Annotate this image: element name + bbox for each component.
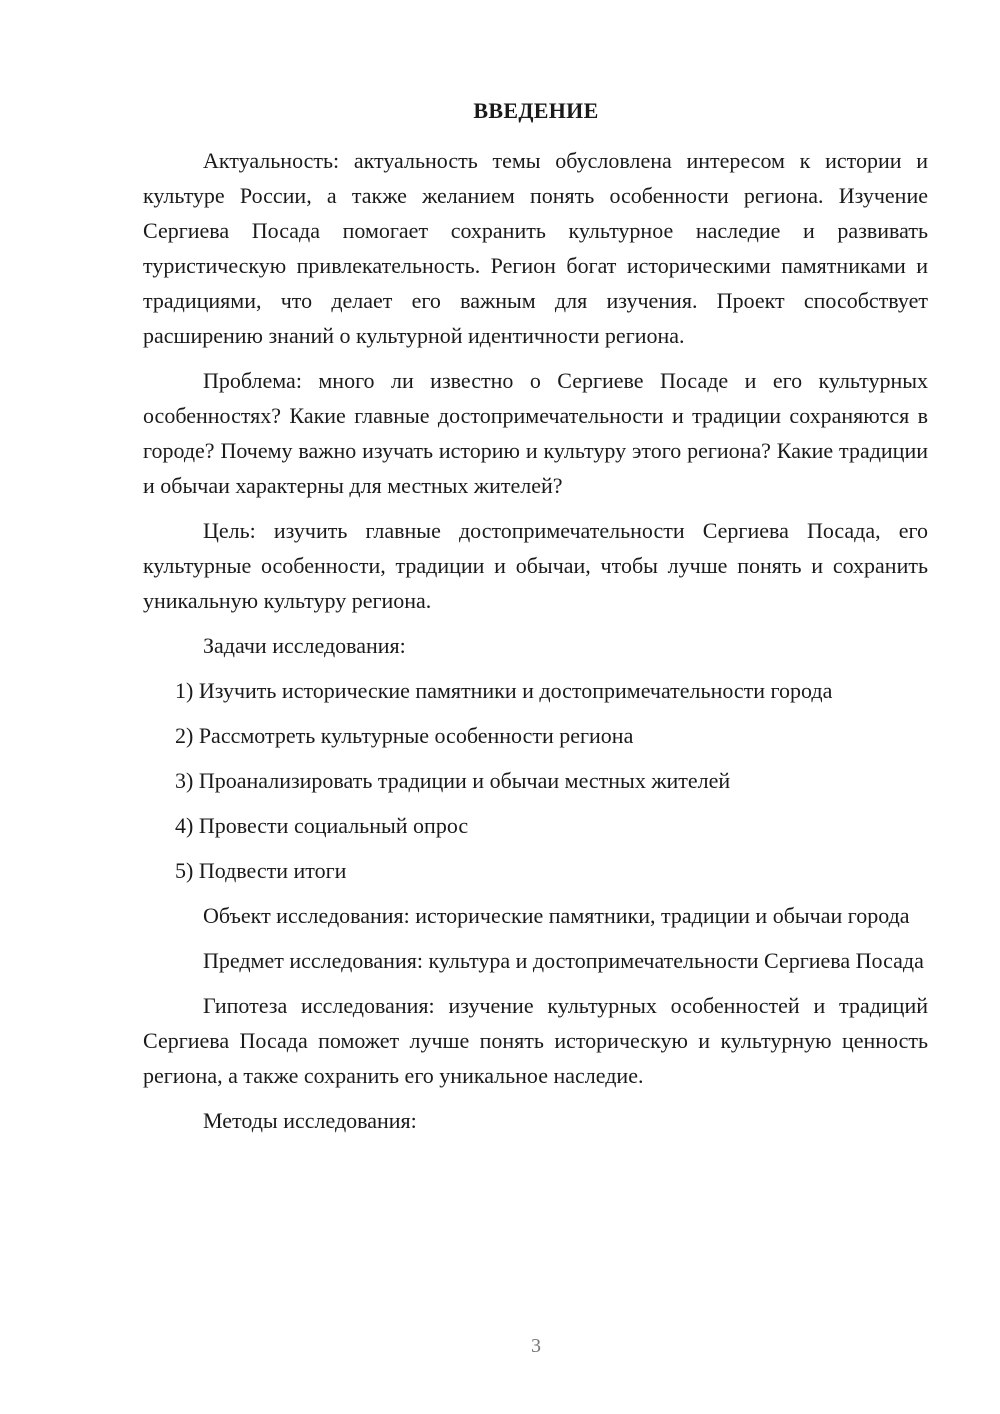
object-paragraph: Объект исследования: исторические памятники, традиции и обычаи города — [203, 903, 910, 928]
page-title: ВВЕДЕНИЕ — [473, 98, 599, 123]
task-item: 1) Изучить исторические памятники и достопримечательности города — [175, 678, 833, 703]
tasks-title: Задачи исследования: — [203, 633, 406, 658]
task-item: 5) Подвести итоги — [175, 858, 347, 883]
relevance-paragraph: Актуальность: актуальность темы обусловлена интересом к истории и культуре России, а также желанием понять особенности региона. Изучение Сергиева Посада помогает сохранить культурное наследие и развивать туристическую привлекательность. Регион богат историческими памятниками и традициями, что делает его важным для изучения. Проект способствует расширению знаний о культурной идентичности региона. — [143, 148, 928, 348]
task-item: 3) Проанализировать традиции и обычаи местных жителей — [175, 768, 731, 793]
tasks-list — [143, 673, 928, 888]
document-body — [143, 143, 928, 1138]
problem-paragraph: Проблема: много ли известно о Сергиеве Посаде и его культурных особенностях? Какие главные достопримечательности и традиции сохраняются в городе? Почему важно изучать историю и культуру этого региона? Какие традиции и обычаи характерны для местных жителей? — [143, 368, 928, 498]
goal-paragraph: Цель: изучить главные достопримечательности Сергиева Посада, его культурные особенности, традиции и обычаи, чтобы лучше понять и сохранить уникальную культуру региона. — [143, 518, 928, 613]
task-item: 2) Рассмотреть культурные особенности региона — [175, 723, 634, 748]
subject-paragraph: Предмет исследования: культура и достопримечательности Сергиева Посада — [203, 948, 924, 973]
methods-title: Методы исследования: — [203, 1108, 417, 1133]
page-number: 3 — [531, 1335, 541, 1357]
hypothesis-paragraph: Гипотеза исследования: изучение культурных особенностей и традиций Сергиева Посада поможет лучше понять историческую и культурную ценность региона, а также сохранить его уникальное наследие. — [143, 993, 928, 1088]
task-item: 4) Провести социальный опрос — [175, 813, 469, 838]
